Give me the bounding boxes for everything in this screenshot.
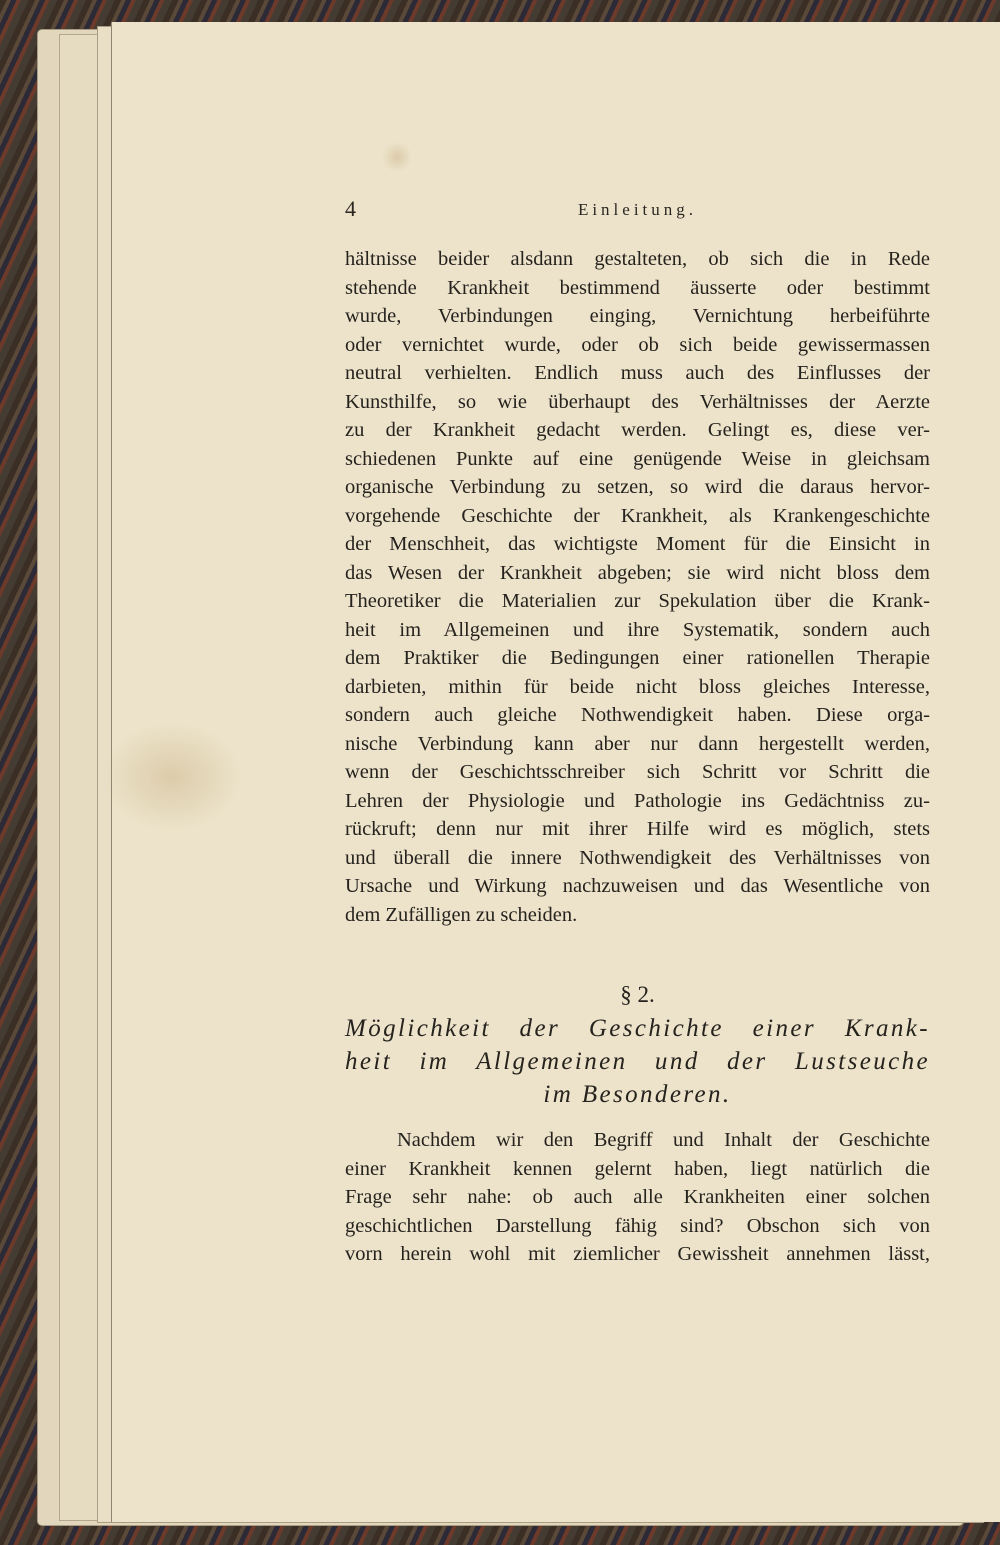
section-number: § 2. — [620, 982, 655, 1007]
text-line: Theoretiker die Materialien zur Spekulation über die Krank- — [345, 590, 930, 612]
text-line: wurde, Verbindungen einging, Vernichtung herbeiführte — [345, 305, 930, 327]
text-line: das Wesen der Krankheit abgeben; sie wird nicht bloss dem — [345, 561, 930, 584]
section-heading — [345, 1012, 930, 1111]
text-line: der Menschheit, das wichtigste Moment für die Einsicht in — [345, 533, 930, 555]
text-line: oder vernichtet wurde, oder ob sich beide gewissermassen — [345, 333, 930, 356]
heading-line: im Besonderen. — [543, 1081, 732, 1108]
text-line: stehende Krankheit bestimmend äusserte oder bestimmt — [345, 276, 930, 299]
text-line: schiedenen Punkte auf eine genügende Weise in gleichsam — [345, 447, 930, 470]
text-line: organische Verbindung zu setzen, so wird die daraus hervor- — [345, 476, 930, 498]
text-line: Frage sehr nahe: ob auch alle Krankheiten einer solchen — [345, 1186, 930, 1208]
text-line: Lehren der Physiologie und Pathologie ins Gedächtniss zu- — [345, 789, 930, 812]
text-line: vorgehende Geschichte der Krankheit, als Krankengeschichte — [345, 504, 930, 527]
text-line: dem Praktiker die Bedingungen einer rationellen Therapie — [345, 647, 930, 669]
body-paragraph — [345, 245, 930, 929]
text-line: dem Zufälligen zu scheiden. — [345, 903, 578, 926]
text-line: zu der Krankheit gedacht werden. Gelingt es, diese ver- — [345, 419, 930, 441]
page-header — [345, 196, 930, 226]
text-line: heit im Allgemeinen und ihre Systematik, sondern auch — [345, 618, 930, 641]
text-line: darbieten, mithin für beide nicht bloss gleiches Interesse, — [345, 675, 930, 698]
paper-stain — [382, 142, 412, 172]
text-line: hältnisse beider alsdann gestalteten, ob sich die in Rede — [345, 248, 930, 270]
text-line: neutral verhielten. Endlich muss auch des Einflusses der — [345, 362, 930, 384]
text-line: geschichtlichen Darstellung fähig sind? Obschon sich von — [345, 1214, 930, 1237]
text-line: einer Krankheit kennen gelernt haben, liegt natürlich die — [345, 1157, 930, 1180]
heading-line: Möglichkeit der Geschichte einer Krank- — [345, 1015, 930, 1042]
text-line: nische Verbindung kann aber nur dann hergestellt werden, — [345, 732, 930, 755]
text-line: Nachdem wir den Begriff und Inhalt der Geschichte — [397, 1129, 930, 1151]
text-line: Kunsthilfe, so wie überhaupt des Verhältnisses der Aerzte — [345, 390, 930, 413]
text-line: sondern auch gleiche Nothwendigkeit haben. Diese orga- — [345, 704, 930, 726]
page-number: 4 — [345, 196, 356, 221]
running-title: Einleitung. — [577, 200, 698, 219]
paper-stain — [102, 722, 242, 832]
text-line: vorn herein wohl mit ziemlicher Gewissheit annehmen lässt, — [345, 1243, 930, 1265]
text-line: und überall die innere Nothwendigkeit des Verhältnisses von — [345, 846, 930, 869]
text-line: rückruft; denn nur mit ihrer Hilfe wird es möglich, stets — [345, 818, 930, 840]
text-line: Ursache und Wirkung nachzuweisen und das Wesentliche von — [345, 875, 930, 897]
text-line: wenn der Geschichtsschreiber sich Schritt vor Schritt die — [345, 761, 930, 783]
section-paragraph — [345, 1126, 930, 1269]
heading-line: heit im Allgemeinen und der Lustseuche — [345, 1048, 930, 1075]
